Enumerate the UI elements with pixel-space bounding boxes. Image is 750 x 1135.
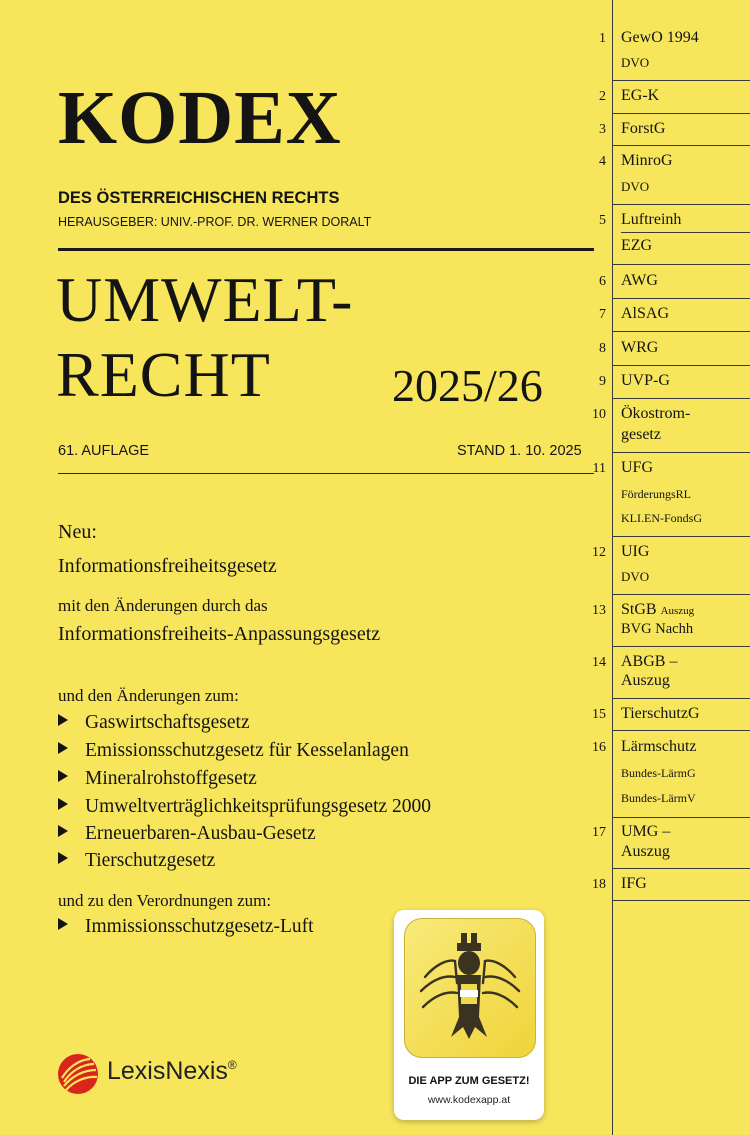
tab-sublabel: DVO [621, 569, 650, 584]
tab-number: 6 [599, 274, 606, 289]
tab-sublabel: FörderungsRL [621, 487, 691, 501]
tab-column-divider [612, 0, 613, 1135]
tab-number: 5 [599, 213, 606, 228]
tab-separator [612, 398, 750, 399]
publisher-name: LexisNexis® [107, 1057, 237, 1085]
tab-label: GewO 1994 [621, 29, 699, 46]
header-rule [58, 248, 594, 251]
triangle-bullet-icon [58, 742, 68, 754]
app-caption: DIE APP ZUM GESETZ! [408, 1075, 530, 1087]
tab-label: IFG [621, 875, 647, 892]
tab-label: UIG [621, 543, 650, 560]
tab-label: WRG [621, 339, 659, 356]
tab-number: 2 [599, 89, 606, 104]
title-line-2: RECHT [56, 339, 271, 410]
edition-number: 61. AUFLAGE [58, 443, 150, 459]
triangle-bullet-icon [58, 852, 68, 864]
tab-separator [612, 204, 750, 205]
tab-sublabel: DVO [621, 179, 650, 194]
app-icon [404, 918, 536, 1058]
tab-label: ABGB – [621, 653, 678, 670]
tab-separator [612, 264, 750, 265]
triangle-bullet-icon [58, 825, 68, 837]
changes-intro: mit den Änderungen durch das [58, 596, 268, 615]
triangle-bullet-icon [58, 918, 68, 930]
series-subtitle: DES ÖSTERREICHISCHEN RECHTS [58, 189, 340, 207]
tab-label: EG-K [621, 87, 660, 104]
tab-separator [612, 298, 750, 299]
tab-label: EZG [621, 237, 653, 254]
tab-separator [612, 113, 750, 114]
tab-label: MinroG [621, 152, 673, 169]
new-label: Neu: [58, 521, 97, 543]
tab-label: StGB Auszug [621, 601, 695, 618]
tab-label: Luftreinh [621, 211, 682, 228]
stand-date: STAND 1. 10. 2025 [457, 443, 582, 459]
tab-label: Ökostrom- [621, 405, 691, 422]
tab-label: gesetz [621, 426, 661, 443]
tab-separator [612, 646, 750, 647]
list-item: Mineralrohstoffgesetz [58, 769, 257, 789]
app-url-link[interactable]: www.kodexapp.at [427, 1094, 511, 1106]
tab-label: AlSAG [621, 305, 670, 322]
tab-separator [612, 365, 750, 366]
tab-label: TierschutzG [621, 705, 700, 722]
triangle-bullet-icon [58, 798, 68, 810]
editor-line: HERAUSGEBER: UNIV.-PROF. DR. WERNER DORALT [58, 215, 372, 229]
tab-number: 1 [599, 31, 606, 46]
tab-separator [612, 80, 750, 81]
tab-separator [612, 145, 750, 146]
changes-law: Informationsfreiheits-Anpassungsgesetz [58, 623, 381, 645]
tab-separator [612, 868, 750, 869]
list-item: Tierschutzgesetz [58, 851, 215, 871]
tab-sublabel: Auszug [660, 605, 695, 617]
list-item: Immissionsschutzgesetz-Luft [58, 917, 314, 937]
title-line-1: UMWELT- [56, 264, 354, 335]
tab-number: 10 [592, 407, 606, 422]
list-item: Umweltverträglichkeitsprüfungsgesetz 2000 [58, 797, 431, 817]
tab-number: 12 [592, 545, 606, 560]
tab-number: 8 [599, 341, 606, 356]
list-item: Erneuerbaren-Ausbau-Gesetz [58, 824, 316, 844]
tab-number: 15 [592, 707, 606, 722]
tab-sublabel: BVG Nachh [621, 621, 694, 637]
tab-number: 7 [599, 307, 606, 322]
tab-number: 16 [592, 740, 606, 755]
lexisnexis-logo-icon [56, 1052, 100, 1096]
tab-number: 14 [592, 655, 606, 670]
tab-separator [612, 536, 750, 537]
meta-rule [58, 473, 594, 474]
tab-number: 4 [599, 154, 606, 169]
tab-separator [612, 817, 750, 818]
edition-year: 2025/26 [392, 360, 543, 411]
tab-separator [612, 452, 750, 453]
tab-sublabel: Bundes-LärmV [621, 791, 696, 805]
tab-sublabel: Bundes-LärmG [621, 766, 696, 780]
list-item: Emissionsschutzgesetz für Kesselanlagen [58, 741, 409, 761]
tab-number: 3 [599, 122, 606, 137]
amendments-intro: und den Änderungen zum: [58, 686, 239, 705]
tab-label: Lärmschutz [621, 738, 697, 755]
brand-title: KODEX [58, 76, 342, 160]
tab-number: 13 [592, 603, 606, 618]
tab-separator [612, 730, 750, 731]
tab-label: UFG [621, 459, 654, 476]
tab-number: 9 [599, 374, 606, 389]
tab-inner-separator [621, 232, 750, 233]
tab-separator [612, 594, 750, 595]
tab-label: UMG – [621, 823, 671, 840]
triangle-bullet-icon [58, 770, 68, 782]
tab-number: 11 [592, 461, 606, 476]
tab-label: ForstG [621, 120, 666, 137]
tab-sublabel: DVO [621, 55, 650, 70]
list-item: Gaswirtschaftsgesetz [58, 713, 250, 733]
tab-label: UVP-G [621, 372, 670, 389]
tab-sublabel: KLI.EN-FondsG [621, 511, 702, 525]
tab-label: Auszug [621, 843, 670, 860]
new-law: Informationsfreiheitsgesetz [58, 555, 277, 577]
tab-separator [612, 331, 750, 332]
tab-number: 18 [592, 877, 606, 892]
tab-label: Auszug [621, 672, 670, 689]
triangle-bullet-icon [58, 714, 68, 726]
tab-separator [612, 900, 750, 901]
tab-number: 17 [592, 825, 606, 840]
tab-label: AWG [621, 272, 658, 289]
tab-separator [612, 698, 750, 699]
eagle-emblem-icon [405, 919, 535, 1057]
regulations-intro: und zu den Verordnungen zum: [58, 891, 272, 910]
